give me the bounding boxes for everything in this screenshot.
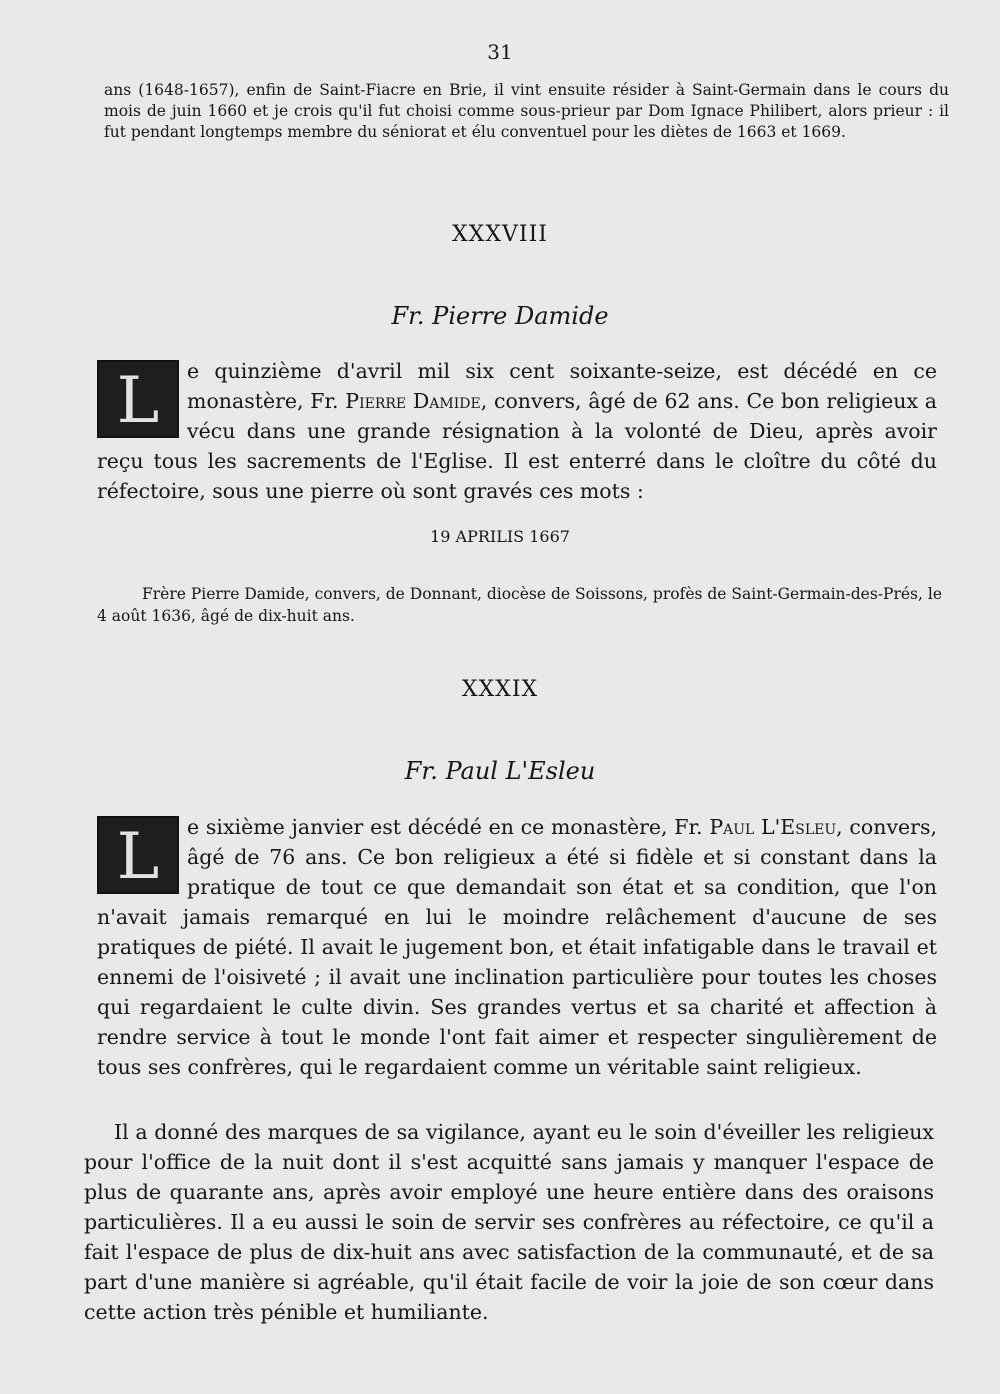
entry-name-damide: Fr. Pierre Damide	[391, 302, 609, 330]
entry-person-name: Paul L'Esleu	[709, 815, 837, 839]
section-number-xxxix: XXXIX	[461, 677, 539, 702]
epitaph-text: Frère Pierre Damide, convers, de Donnant, diocèse de Soissons, profès de Saint-Germain-des-Prés, le 4 août 1636, âgé de dix-huit ans.	[97, 585, 942, 625]
intro-paragraph: ans (1648-1657), enfin de Saint-Fiacre en Brie, il vint ensuite résider à Saint-Germain dans le cours du mois de juin 1660 et je crois qu'il fut choisi comme sous-prieur par Dom Ignace Philibert, alors prieur : il fut pendant longtemps membre du séniorat et élu conventuel pour les diètes de 1663 et 1669.	[104, 81, 949, 141]
entry-paragraph-vigilance: Il a donné des marques de sa vigilance, ayant eu le soin d'éveiller les religieux pour l'office de la nuit dont il s'est acquitté sans jamais y manquer l'espace de plus de quarante ans, après avoir employé une heure entière dans des oraisons particulières. Il a eu aussi le soin de servir ses confrères au réfectoire, ce qu'il a fait l'espace de plus de dix-huit ans avec satisfaction de la communauté, et de sa part d'une manière si agréable, qu'il était facile de voir la joie de son cœur dans cette action très pénible et humiliante.	[84, 1120, 934, 1324]
ornamental-initial: L	[97, 360, 179, 438]
entry-person-name: Pierre Damide	[345, 389, 481, 413]
entry-text-rest: , convers, âgé de 76 ans. Ce bon religieux a été si fidèle et si constant dans la pratique de tout ce que demandait son état et sa condition, que l'on n'avait jamais remarqué en lui le moindre relâchement d'aucune de ses pratiques de piété. Il avait le jugement bon, et était infatigable dans le travail et ennemi de l'oisiveté ; il avait une inclination particulière pour toutes les choses qui regardaient le culte divin. Ses grandes vertus et sa charité et affection à rendre service à tout le monde l'ont fait aimer et respecter singulièrement de tous ses confrères, qui le regardaient comme un véritable saint religieux.	[97, 815, 938, 1079]
ornamental-initial: L	[97, 816, 179, 894]
entry-text-start: e sixième janvier est décédé en ce monastère, Fr.	[187, 815, 710, 839]
entry-text-start: e quinzième d'avril mil six cent soixante-seize, est décédé en ce monastère, Fr.	[187, 359, 937, 413]
entry-name-lesleu: Fr. Paul L'Esleu	[404, 757, 596, 785]
entry-paragraph-lesleu	[97, 812, 937, 1082]
epitaph-date: 19 APRILIS 1667	[430, 527, 570, 546]
page-number: 31	[487, 40, 513, 64]
entry-paragraph-damide	[97, 356, 937, 506]
entry-text-rest: , convers, âgé de 62 ans. Ce bon religieux a vécu dans une grande résignation à la volonté de Dieu, après avoir reçu tous les sacrements de l'Eglise. Il est enterré dans le cloître du côté du réfectoire, sous une pierre où sont gravés ces mots :	[97, 389, 937, 503]
section-number-xxxviii: XXXVIII	[452, 222, 548, 247]
